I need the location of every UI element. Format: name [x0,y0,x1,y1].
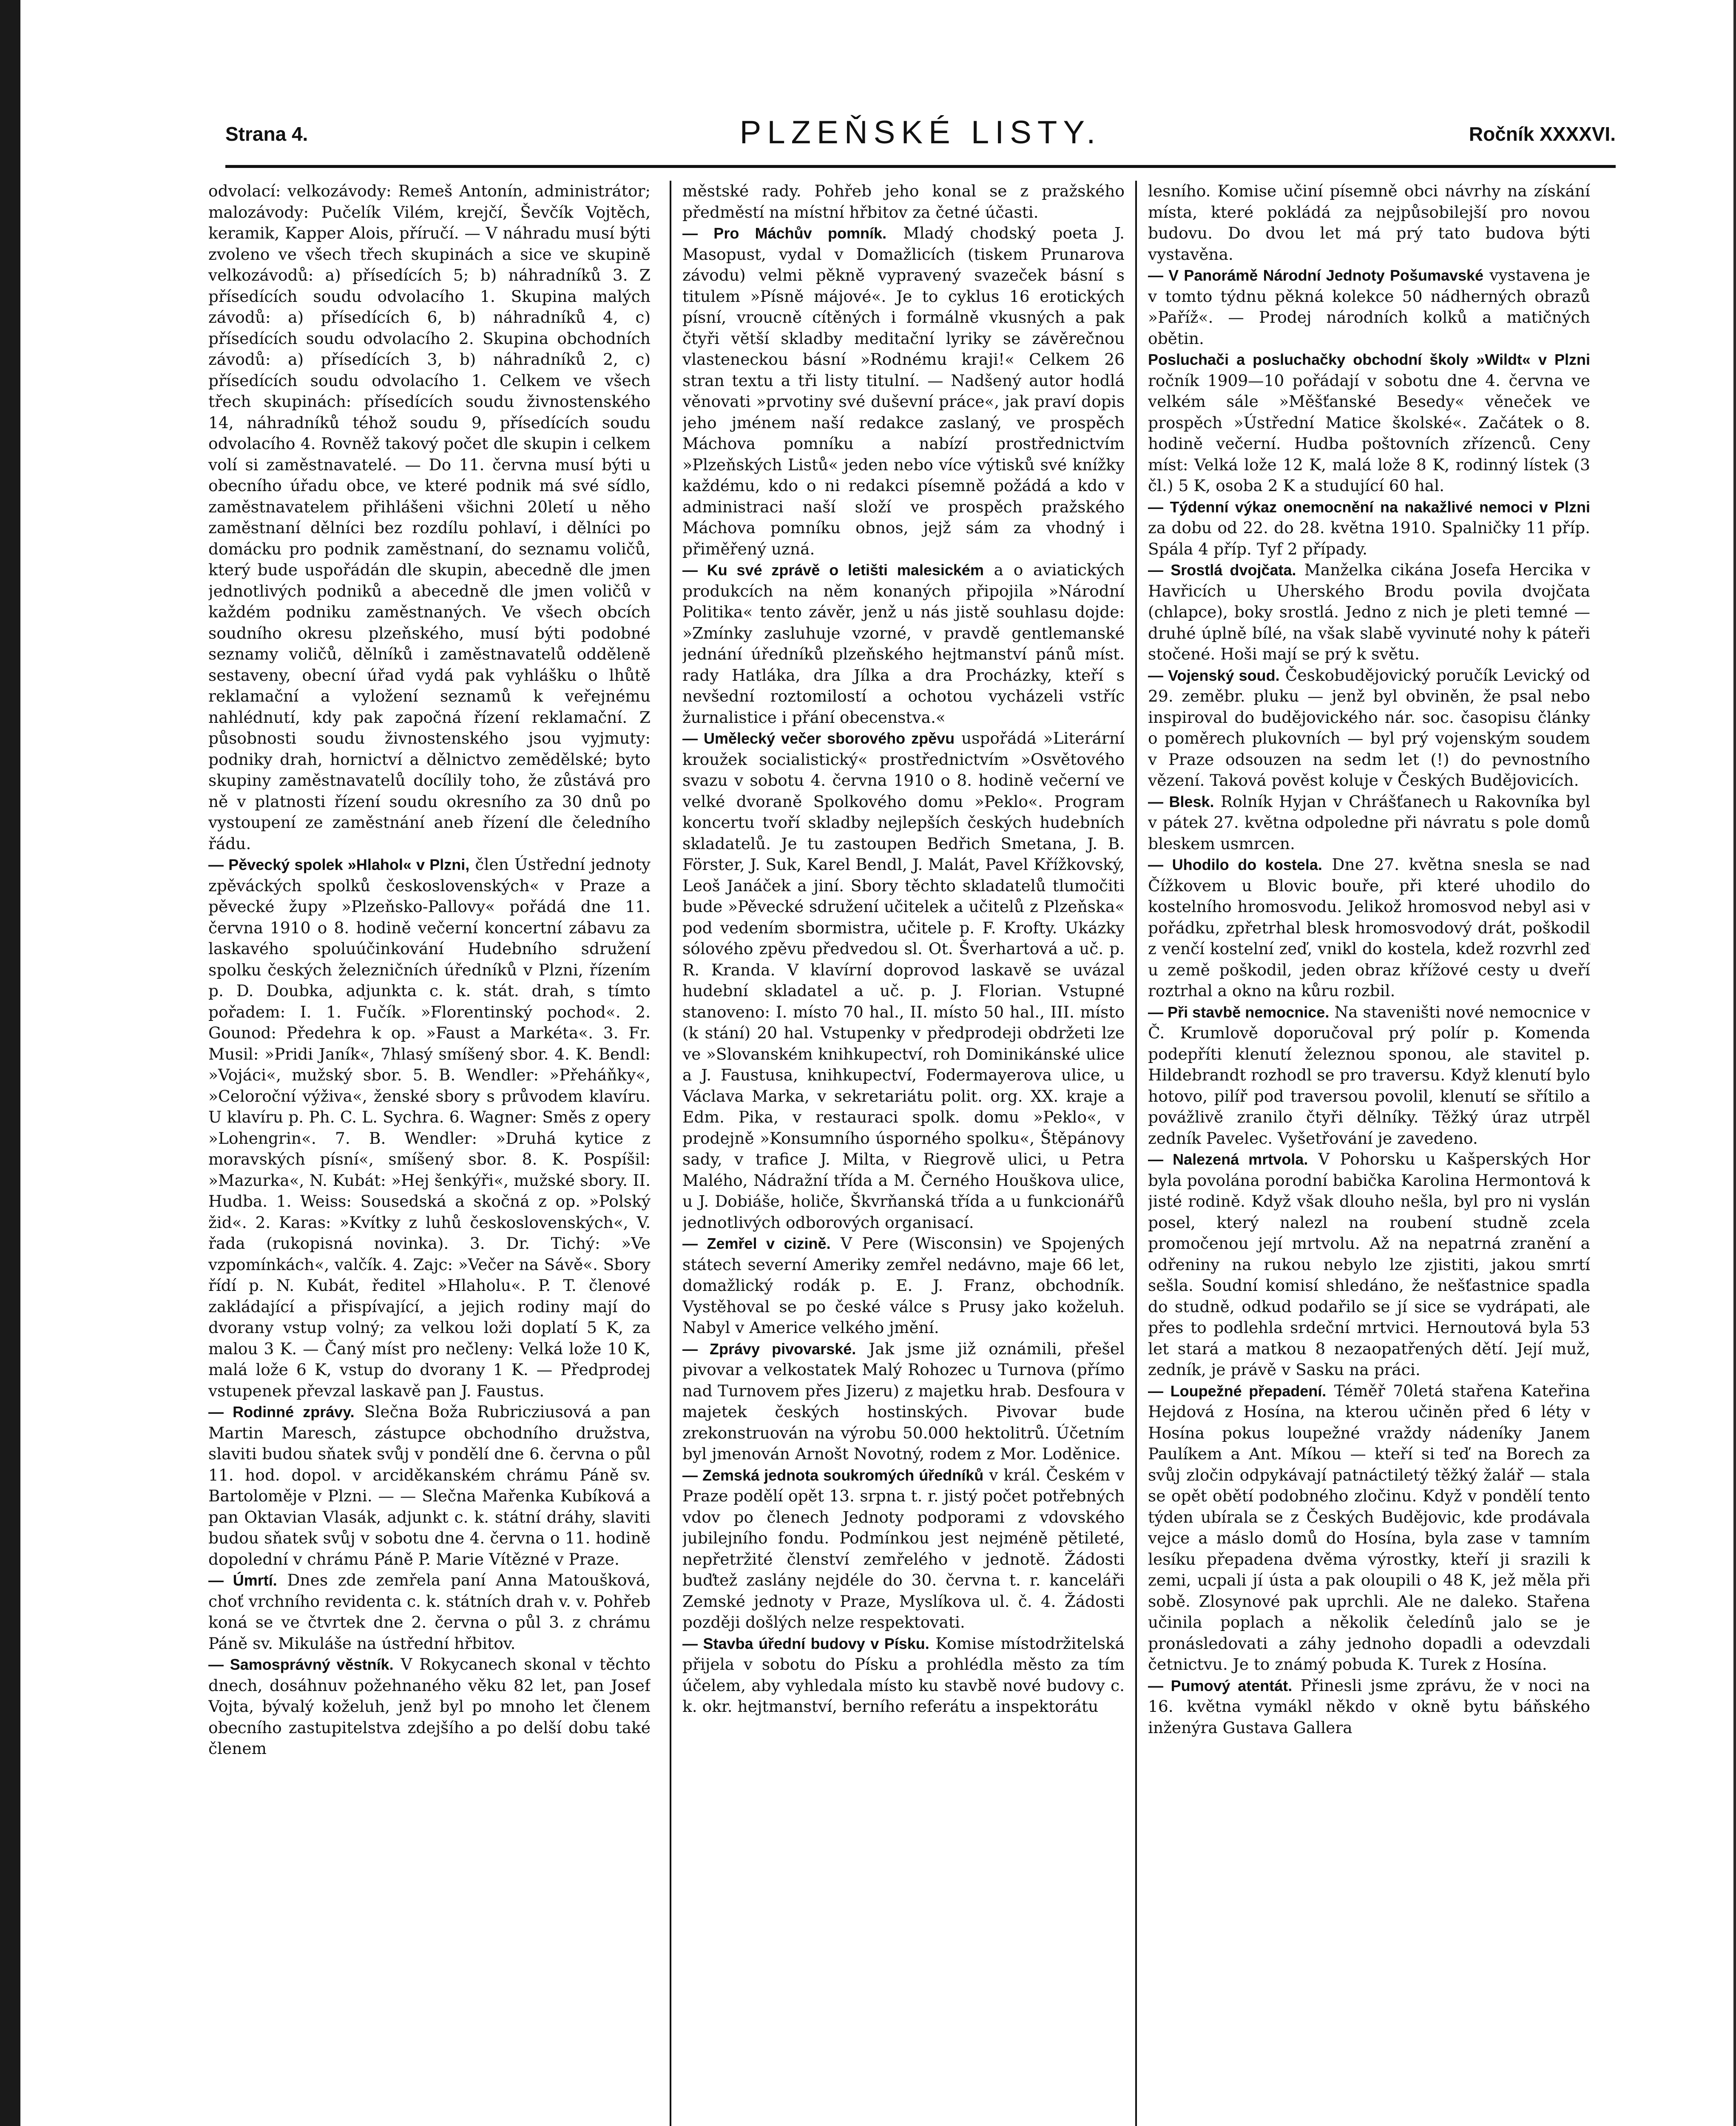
article-paragraph [208,181,651,854]
article-headline: — Pro Máchův pomník. [682,225,886,242]
article-headline: — Pěvecký spolek »Hlahol« v Plzni, [208,856,470,873]
article-body: za dobu od 22. do 28. května 1910. Spalničky 11 příp. Spála 4 příp. Tyf 2 případy. [1148,518,1590,558]
article-headline: — Samosprávný věstník. [208,1656,394,1673]
article-body: lesního. Komise učiní písemně obci návrhy na získání místa, které pokládá za nejpůsobilejší pro novou budovu. Do dvou let má prý tato budova býti vystavěna. [1148,182,1590,264]
article-paragraph [1148,791,1590,855]
article-paragraph [1148,1381,1590,1675]
article-headline: — Stavba úřední budovy v Písku. [682,1634,929,1652]
article-body: Na staveništi nové nemocnice v Č. Krumlově doporučoval prý polír p. Komenda podepříti klenutí železnou sponou, ale stavitel p. Hildebrandt rozhodl se pro traversu. Když klenutí bylo hotovo, pilíř pod traversou povolil, klenutí se sřítilo a povážlivě zranilo čtyři dělníky. Těžký úraz utrpěl zedník Pavelec. Vyšetřování je zavedeno. [1148,1002,1590,1148]
article-paragraph [208,1570,651,1654]
article-headline: — Zemská jednota soukromých úředníků [682,1466,984,1484]
article-paragraph [682,1339,1125,1465]
scan-left-edge [0,0,20,2126]
article-headline: — Zemřel v cizině. [682,1235,831,1252]
article-body: člen Ústřední jednoty zpěváckých spolků československých« v Praze a pěvecké župy »Plzeňsko-Pallovy« pořádá dne 11. června 1910 o 8. hodině večerní koncertní zábavu za laskavého spoluúčinkování Hudebního sdružení spolku českých železničních úředníků v Plzni, řízením p. D. Doubka, adjunkta c. k. stát. drah, s tímto pořadem: I. 1. Fučík. »Florentinský pochod«. 2. Gounod: Předehra k op. »Faust a Markéta«. 3. Fr. Musil: »Pridi Janík«, 7hlasý smíšený sbor. 4. K. Bendl: »Vojáci«, mužský sbor. 5. B. Wendler: »Přeháňky«, »Celoroční výživa«, ženské sbory s průvodem klavíru. U klavíru p. Ph. C. L. Sychra. 6. Wagner: Směs z opery »Lohengrin«. 7. B. Wendler: »Druhá kytice z moravských písní«, smíšený sbor. 8. K. Pospíšil: »Mazurka«, N. Kubát: »Hej šenkýři«, mužské sbory. II. Hudba. 1. Weiss: Sousedská a skočná z op. »Polský žid«. 2. Karas: »Kvítky z luhů československých«, V. řada (rukopisná novinka). 3. Dr. Tichý: »Ve vzpomínkách«, valčík. 4. Zajc: »Večer na Sávě«. Sbory řídí p. N. Kubát, ředitel »Hlaholu«. P. T. členové zakládající a přispívající, a jejich rodiny mají do dvorany vstup volný; za velkou loži doplatí 5 K, za malou 3 K. — Čaný míst pro nečleny: Velká lože 10 K, malá lože 6 K, vstup do dvorany 1 K. — Předprodej vstupenek převzal laskavě pan J. Faustus. [208,855,651,1400]
article-body: odvolací: velkozávody: Remeš Antonín, administrátor; malozávody: Pučelík Vilém, krejčí, Ševčík Vojtěch, keramik, Kapper Alois, příručí. — V náhradu musí býti zvoleno ve všech třech skupinách a sice ve skupině velkozávodů: a) přísedících 5; b) náhradníků 3. Z přísedících soudu odvolacího 1. Skupina malých závodů: a) přísedících 6, b) náhradníků 4, c) přísedících soudu odvolacího 2. Skupina obchodních závodů: a) přísedících 3, b) náhradníků 2, c) přísedících soudu odvolacího 1. Celkem ve všech třech skupinách: přísedících soudu živnostenského 14, náhradníků téhož soudu 9, přísedících soudu odvolacího 4. Rovněž takový počet dle skupin i celkem volí si zaměstnavatelé. — Do 11. června musí býti u obecního úřadu obce, ve které podnik má své sídlo, zaměstnavatelem přihlášeni všichni 20letí u něho zaměstnaní dělníci bez rozdílu pohlaví, i dělníci po domácku pro podnik zaměstnaní, do seznamu voličů, který bude uspořádán dle skupin, abecedně dle jmen jednotlivých podniků a abecedně dle jmen voličů v každém podniku zaměstnaných. Ve všech obcích soudního okresu plzeňského, musí býti podobné seznamy voličů, dělníků i zaměstnavatelů odděleně sestaveny, obecní úřad vydá pak vyhlášku o lhůtě reklamační a vyložení seznamů k veřejnému nahlédnutí, kdy pak započná řízení reklamační. Z působnosti soudu živnostenského jsou vyjmuty: podniky drah, hornictví a dělnictvo zemědělské; byto skupiny zaměstnavatelů docílily toho, že zůstává pro ně v platnosti řízení soudu okresního za 30 dnů po vystoupení ze zaměstnání aneb řízení dle čeledního řádu. [208,182,651,853]
article-paragraph [682,223,1125,560]
article-headline: — Pumový atentát. [1148,1677,1293,1694]
article-paragraph [1148,1149,1590,1381]
article-paragraph [1148,349,1590,497]
article-body: Manželka cikána Josefa Hercika v Havřicích u Uherského Brodu povila dvojčata (chlapce), boky srostlá. Jedno z nich je pleti temné — druhé úplně bílé, na však slabě vyvinuté nohy k páteři stočené. Hoši mají se prý k světu. [1148,560,1590,663]
article-body: V Rokycanech skonal v těchto dnech, dosáhnuv požehnaného věku 82 let, pan Josef Vojta, bývalý koželuh, jenž byl po mnoho let členem obecního zastupitelstva zdejšího a po delší dobu také členem [208,1655,651,1758]
article-headline: — Týdenní výkaz onemocnění na nakažlivé nemoci v Plzni [1148,498,1590,516]
article-headline: — Vojenský soud. [1148,666,1280,684]
article-body: Slečna Boža Rubricziusová a pan Martin Maresch, zástupce obchodního družstva, slaviti budou sňatek svůj v pondělí dne 6. června o půl 11. hod. dopol. v arciděkanském chrámu Páně sv. Bartoloměje v Plzni. — — Slečna Mařenka Kubíková a pan Oktavian Vlasák, adjunkt c. k. státní dráhy, slaviti budou sňatek svůj v sobotu dne 4. června o 11. hodině dopolední v chrámu Páně P. Marie Vítězné v Praze. [208,1402,651,1569]
masthead-title: PLZEŇSKÉ LISTY. [739,114,1102,151]
article-headline: — Zprávy pivovarské. [682,1340,856,1358]
article-paragraph [208,854,651,1401]
article-headline: — Rodinné zprávy. [208,1403,355,1421]
article-headline: — Loupežné přepadení. [1148,1382,1327,1400]
article-body: Komise místodržitelská přijela v sobotu do Písku a prohlédla město za tím účelem, aby vyhledala místo ku stavbě nové budovy c. k. okr. hejtmanství, berního referátu a inspektorátu [682,1634,1125,1716]
header-rule [225,165,1616,168]
article-paragraph [682,1633,1125,1717]
article-headline: — Nalezená mrtvola. [1148,1151,1308,1168]
article-paragraph [1148,265,1590,349]
article-paragraph [208,1654,651,1759]
article-paragraph [208,1401,651,1570]
article-paragraph [682,181,1125,223]
column-divider-2 [1135,181,1137,2126]
scan-right-edge [1733,0,1736,2126]
article-body: Přinesli jsme zprávu, že v noci na 16. května vymákl někdo v okně bytu báňského inženýra Gustava Gallera [1148,1676,1590,1737]
article-body: V Pere (Wisconsin) ve Spojených státech severní Ameriky zemřel nedávno, maje 66 let, domažlický rodák p. E. J. Franz, obchodník. Vystěhoval se po české válce s Prusy jako koželuh. Nabyl v Americe velkého jmění. [682,1234,1125,1337]
column-divider-1 [670,181,671,2126]
article-paragraph [1148,497,1590,560]
article-paragraph [1148,181,1590,265]
article-paragraph [682,1233,1125,1339]
article-body: Mladý chodský poeta J. Masopust, vydal v Domažlicích (tiskem Prunarova závodu) velmi pěkně vypravený svazeček básní s titulem »Písně májové«. Je to cyklus 16 erotických písní, vroucně cítěných i formálně vkusných a pak čtyři větší skladby meditační lyriky se závěrečnou vlasteneckou básní »Rodnému kraji!« Celkem 26 stran textu a tři listy titulní. — Nadšený autor hodlá věnovati »prvotiny své duševní práce«, jak praví dopis jeho jménem naší redakce zaslaný, ve prospěch Máchova pomníku a nabízí prostřednictvím »Plzeňských Listů« jeden nebo více výtisků své knížky každému, kdo o ni redakci písemně požádá a kdo v administraci naší složí ve prospěch pražského Máchova pomníku obnos, jejž sám za vhodný i přiměřený uzná. [682,224,1125,558]
article-body: ročník 1909—10 pořádají v sobotu dne 4. června ve velkém sále »Měšťanské Besedy« věneček ve prospěch »Ústřední Matice školské«. Začátek o 8. hodině večerní. Hudba poštovních zřízenců. Ceny míst: Velká lože 12 K, malá lože 8 K, rodinný lístek (3 čl.) 5 K, osoba 2 K a studující 60 hal. [1148,371,1590,495]
article-body: Jak jsme již oznámili, přešel pivovar a velkostatek Malý Rohozec u Turnova (přímo nad Turnovem přes Jizeru) z majetku hrab. Desfoura v majetek českých hostinských. Pivovar bude zrekonstruován na výrobu 50.000 hektolitrů. Účetním byl jmenován Arnošt Novotný, rodem z Mor. Loděnice. [682,1339,1125,1463]
article-paragraph [1148,560,1590,665]
article-paragraph [1148,854,1590,1002]
article-headline: — Ku své zprávě o letišti malesickém [682,561,984,579]
article-headline: — Při stavbě nemocnice. [1148,1003,1330,1021]
article-body: a o aviatických produkcích na něm konaných připojila »Národní Politika« tento závěr, jenž u nás jistě souhlasu dojde: »Zmínky zasluhuje vzorné, v pravdě gentlemanské jednání úředníků plzeňského hejtmanství pánů míst. rady Hatláka, dra Jílka a dra Procházky, kteří s nevšední roztomilostí a ochotou vycházeli vstříc žurnalistice i přání obecenstva.« [682,560,1125,727]
column-2 [682,181,1125,2126]
article-paragraph [1148,1675,1590,1739]
article-body: uspořádá »Literární kroužek socialistický« prostřednictvím »Osvětového svazu v sobotu 4. června 1910 o 8. hodině večerní ve velké dvoraně Spolkového domu »Peklo«. Program koncertu tvoří skladby nejlepších českých hudebních skladatelů. Je tu zastoupen Bedřich Smetana, J. B. Förster, J. Suk, Karel Bendl, J. Malát, Pavel Křížkovský, Leoš Janáček a jiní. Sbory těchto skladatelů tlumočiti bude »Pěvecké sdružení učitelek a učitelů z Plzeňska« pod vedením sbormistra, učitele p. F. Krofty. Ukázky sólového zpěvu předvedou sl. Ot. Šverhartová a uč. p. R. Kranda. V klavírní doprovod laskavě se uvázal hudební skladatel a uč. p. J. Florian. Vstupné stanoveno: I. místo 70 hal., II. místo 50 hal., III. místo (k stání) 20 hal. Vstupenky v předprodeji obdržeti lze ve »Slovanském knihkupectví, roh Dominikánské ulice a J. Faustusa, knihkupectví, Fodermayerova ulice, u Václava Marka, v sekretariátu polit. org. XX. kraje a Edm. Pika, v restauraci spolk. domu »Peklo«, v prodejně »Konsumního úsporného spolku«, Štěpánovy sady, v trafice J. Milta, v Riegrově ulici, u Petra Malého, Nádražní třída a M. Černého Houškova ulice, u J. Dobiáše, holiče, Škvrňanská třída a u funkcionářů jednotlivých odborových organisací. [682,729,1125,1232]
page-header [225,114,1616,161]
article-body: Téměř 70letá stařena Kateřina Hejdová z Hosína, na kterou učiněn před 6 léty v Hosína pokus loupežné vraždy nádeníky Janem Paulíkem a Ant. Míkou — kteří si teď na Borech za svůj zločin odpykávají patnáctiletý těžký žalář — stala se opět obětí podobného zločinu. Když v pondělí tento týden ubírala se z Českých Budějovic, kde prodávala vejce a máslo domů do Hosína, byla zase v tamním lesíku přepadena dvěma výrostky, kteří ji srazili k zemi, ucpali jí ústa a pak oloupili o 48 K, jež měla při sobě. Zlosynové pak uprchli. Ale ne daleko. Stařena učinila poplach a několik čeledínů jalo se je pronásledovati a záhy jednoho dopadli a odevzdali četnictvu. Je to známý pobuda K. Turek z Hosína. [1148,1381,1590,1674]
article-body: V Pohorsku u Kašperských Hor byla povolána porodní babička Karolina Hermontová k jisté rodině. Když však dlouho nešla, byl pro ni vyslán posel, který nalezl na roubení studně zcela promočenou její mrtvolu. Až na nepatrná zranění a odřeniny na rukou nebylo lze zjistiti, jakou smrtí sešla. Soudní komisí shledáno, že nešťastnice spadla do studně, odkud podařilo se jí sice se vydrápati, ale přes to podlehla srdeční mrtvici. Hernoutová byla 53 let stará a matkou 8 nezaopatřených dětí. Její muž, zedník, je právě v Sasku na práci. [1148,1150,1590,1379]
article-paragraph [1148,665,1590,791]
article-body: Dne 27. května snesla se nad Čížkovem u Blovic bouře, při které uhodilo do kostelního hromosvodu. Jelikož hromosvod nebyl asi v pořádku, zpřetrhal blesk hromosvodový drát, poškodil z venčí kostelní zeď, vnikl do kostela, kdež rozvrhl zeď u země poškodil, jeden obraz křížové cesty u dveří roztrhal a okno na kůru rozbil. [1148,855,1590,1000]
article-headline: — Srostlá dvojčata. [1148,561,1296,579]
article-headline: — V Panorámě Národní Jednoty Pošumavské [1148,267,1484,284]
article-body: Rolník Hyjan v Chrášťanech u Rakovníka byl v pátek 27. května odpoledne při návratu s pole domů bleskem usmrcen. [1148,792,1590,853]
column-3 [1148,181,1590,2126]
article-headline: — Blesk. [1148,793,1214,810]
article-paragraph [682,728,1125,1233]
article-headline: — Úmrtí. [208,1572,277,1589]
article-headline: Posluchači a posluchačky obchodní školy »Wildt« v Plzni [1148,351,1590,368]
article-body: Českobudějovický poručík Levický od 29. zeměbr. pluku — jenž byl obviněn, že psal nebo inspiroval do budějovického nár. soc. časopisu články o poměrech plukovních — byl prý vojenským soudem v Praze odsouzen na sedm let (!) do pevnostního vězení. Taková pověst koluje v Českých Budějovicích. [1148,665,1590,790]
article-body: městské rady. Pohřeb jeho konal se z pražského předměstí na místní hřbitov za četné účasti. [682,182,1125,222]
article-paragraph [682,560,1125,728]
page-number: Strana 4. [225,123,308,145]
article-headline: — Uhodilo do kostela. [1148,856,1322,873]
article-body: vystavena je v tomto týdnu pěkná kolekce 50 nádherných obrazů »Paříž«. — Prodej národních kolků a matičných obětin. [1148,266,1590,348]
article-headline: — Umělecký večer sborového zpěvu [682,730,955,747]
article-body: v král. Českém v Praze podělí opět 13. srpna t. r. jistý počet potřebných vdov po členech Jednoty podporami z vdovského jubilejního fondu. Podmínkou jest nejméně pětileté, nepřetržité členství zemřelého v jednotě. Žádosti buďtež zaslány nejdéle do 30. června t. r. kanceláři Zemské jednoty v Praze, Myslíkova ul. č. 4. Žádosti později došlých nelze respektovati. [682,1465,1125,1631]
article-paragraph [682,1465,1125,1633]
article-body: Dnes zde zemřela paní Anna Matoušková, choť vrchního revidenta c. k. státních drah v. v. Pohřeb koná se ve čtvrtek dne 2. června o půl 3. z chrámu Páně sv. Mikuláše na ústřední hřbitov. [208,1571,651,1653]
column-1 [208,181,651,2126]
article-paragraph [1148,1002,1590,1149]
volume-label: Ročník XXXXVI. [1469,123,1616,145]
